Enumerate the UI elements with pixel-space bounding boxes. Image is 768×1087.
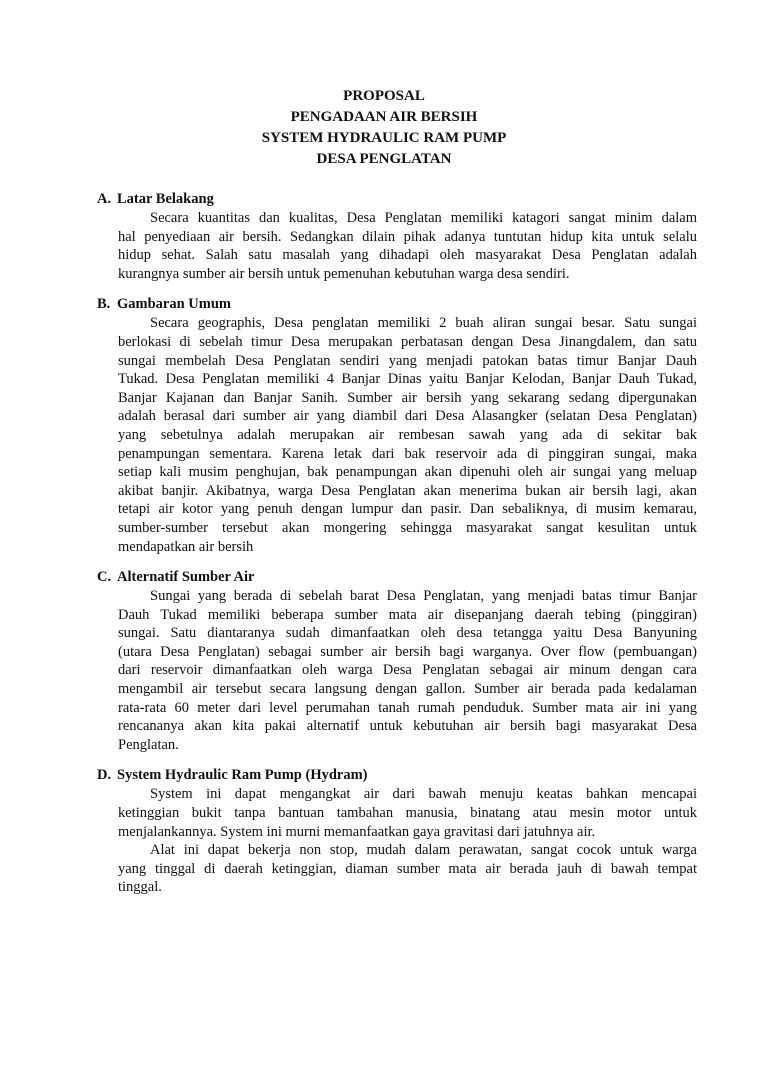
paragraph-line: Secara kuantitas dan kualitas, Desa Penglatan memiliki katagori sangat minim dalam bbox=[150, 210, 697, 226]
section-letter: D. bbox=[97, 767, 112, 784]
paragraph-line: tinggal. bbox=[118, 879, 162, 896]
document-body bbox=[97, 190, 697, 909]
title-line: DESA PENGLATAN bbox=[316, 151, 452, 167]
paragraph-line: tetapi air kotor yang penuh dengan lumpur dan pasir. Dan sebaliknya, di musim kemarau, bbox=[118, 501, 697, 518]
title-line: PENGADAAN AIR BERSIH bbox=[290, 109, 478, 125]
paragraph-line: berlokasi di sebelah timur Desa merupakan perbatasan dengan Desa Jinangdalem, dan satu bbox=[118, 333, 697, 350]
paragraph-line: rata-rata 60 meter dari level perumahan tanah rumah penduduk. Sumber mata air ini yang bbox=[118, 699, 697, 716]
section-heading-text: Latar Belakang bbox=[117, 191, 214, 207]
paragraph-line: Banjar Kajanan dan Banjar Sanih. Sumber air bersih yang sekarang sedang dipergunakan bbox=[118, 389, 697, 406]
paragraph-line: akibat banjir. Akibatnya, warga Desa Penglatan akan menerima bukan air bersih lagi, akan bbox=[118, 482, 697, 499]
paragraph-line: sumber-sumber tersebut akan mongering sehingga masyarakat sangat kesulitan untuk bbox=[118, 519, 697, 536]
section-heading-text: Alternatif Sumber Air bbox=[117, 569, 255, 586]
title-line: SYSTEM HYDRAULIC RAM PUMP bbox=[261, 130, 507, 146]
section-heading bbox=[97, 295, 697, 314]
paragraph-line: yang tinggal di daerah ketinggian, diaman sumber mata air berada jauh di bawah tempat bbox=[118, 860, 697, 877]
paragraph-line: ketinggian bukit tanpa bantuan tambahan manusia, binatang atau mesin motor untuk bbox=[118, 805, 697, 822]
paragraph-line: Penglatan. bbox=[118, 736, 179, 753]
paragraph-line: rencananya akan kita pakai alternatif untuk kebutuhan air bersih bagi masyarakat Desa bbox=[118, 718, 697, 735]
section-letter: B. bbox=[97, 296, 111, 313]
title-line: PROPOSAL bbox=[343, 88, 425, 104]
section-heading bbox=[97, 190, 697, 209]
paragraph-line: penampungan sementara. Karena letak dari bak reservoir ada di pinggiran sungai, maka bbox=[118, 445, 697, 462]
paragraph-line: hidup sehat. Salah satu masalah yang dihadapi oleh masyarakat Desa Penglatan adalah bbox=[118, 247, 697, 264]
paragraph-line: Dauh Tukad memiliki beberapa sumber mata air disepanjang daerah tebing (pinggiran) bbox=[118, 606, 697, 623]
paragraph-line: dari reservoir dimanfaatkan oleh warga Desa Penglatan sebagai air minum dengan cara bbox=[118, 662, 697, 679]
paragraph-line: Alat ini dapat bekerja non stop, mudah dalam perawatan, sangat cocok untuk warga bbox=[150, 842, 697, 859]
section-letter: C. bbox=[97, 569, 112, 586]
section-heading bbox=[97, 568, 697, 587]
paragraph-line: Secara geographis, Desa penglatan memiliki 2 buah aliran sungai besar. Satu sungai bbox=[150, 315, 697, 332]
paragraph-line: mengambil air tersebut secara langsung dengan gallon. Sumber air berada pada kedalaman bbox=[118, 681, 697, 698]
paragraph-line: (utara Desa Penglatan) sebagai sumber air bersih bagi warganya. Over flow (pembuangan) bbox=[118, 643, 697, 660]
section-a bbox=[97, 190, 697, 283]
paragraph-line: mendapatkan air bersih bbox=[118, 538, 254, 555]
paragraph-line: System ini dapat mengangkat air dari bawah menuju keatas bahkan mencapai bbox=[150, 786, 697, 803]
paragraph-line: menjalankannya. System ini murni memanfaatkan gaya gravitasi dari jatuhnya air. bbox=[118, 823, 596, 840]
section-b bbox=[97, 295, 697, 556]
paragraph-line: setiap kali musim penghujan, bak penampungan akan dipenuhi oleh air sungai yang meluap bbox=[118, 464, 697, 481]
section-c bbox=[97, 568, 697, 754]
paragraph-line: sungai membelah Desa Penglatan sendiri yang menjadi patokan batas timur Banjar Dauh bbox=[118, 352, 697, 369]
section-d bbox=[97, 766, 697, 897]
paragraph-line: adalah berasal dari sumber air yang diambil dari Desa Alasangker (selatan Desa Penglatan) bbox=[118, 408, 697, 425]
paragraph-line: Tukad. Desa Penglatan memiliki 4 Banjar Dinas yaitu Banjar Kelodan, Banjar Dauh Tukad, bbox=[118, 371, 697, 388]
document-title bbox=[0, 86, 768, 170]
section-letter: A. bbox=[97, 191, 112, 207]
paragraph-line: Sungai yang berada di sebelah barat Desa Penglatan, yang menjadi batas timur Banjar bbox=[150, 588, 697, 605]
section-heading-text: Gambaran Umum bbox=[117, 296, 231, 313]
section-heading-text: System Hydraulic Ram Pump (Hydram) bbox=[117, 767, 368, 784]
paragraph-line: sungai. Satu diantaranya sudah dimanfaatkan oleh desa tetangga yaitu Desa Banyuning bbox=[118, 625, 697, 642]
paragraph-line: hal penyediaan air bersih. Sedangkan dilain pihak adanya tuntutan hidup kita untuk selalu bbox=[118, 228, 697, 245]
paragraph-line: kurangnya sumber air bersih untuk pemenuhan kebutuhan warga desa sendiri. bbox=[118, 265, 570, 282]
section-heading bbox=[97, 766, 697, 785]
paragraph-line: yang sebetulnya adalah merupakan air rembesan sawah yang ada di sekitar bak bbox=[118, 426, 697, 443]
